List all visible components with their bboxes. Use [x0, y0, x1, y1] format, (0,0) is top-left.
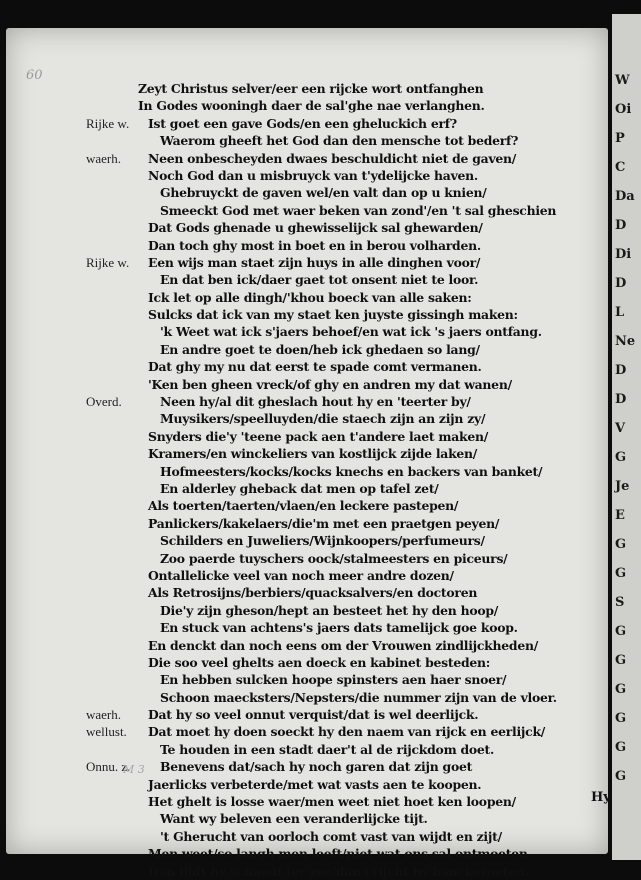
verse-line	[6, 741, 608, 758]
facing-page-fragment: G	[615, 653, 627, 668]
verse-line	[6, 480, 608, 497]
facing-page-fragment: G	[615, 769, 627, 784]
facing-page-fragment: D	[615, 392, 627, 407]
verse-line	[6, 671, 608, 688]
verse-line	[6, 758, 608, 775]
verse-line	[6, 654, 608, 671]
facing-page-fragment: V	[615, 421, 626, 436]
verse-line-text: Een wijs man staet zijn huys in alle dinghen voor/	[148, 254, 481, 270]
speaker-label: Overd.	[86, 394, 122, 410]
verse-line-text: Die'y zijn gheson/hept an besteet het hy den hoop/	[160, 602, 499, 618]
verse-line-text: Te houden in een stadt daer't al de rijckdom doet.	[160, 741, 495, 757]
speaker-label: Rijke w.	[86, 115, 130, 131]
verse-line	[6, 810, 608, 827]
verse-line-text: Zoo paerde tuyschers oock/stalmeesters en piceurs/	[160, 550, 508, 566]
facing-page-fragment: P	[615, 131, 625, 146]
verse-line-text: Dan lijdt hy schaedt ter zee/dan crijcht hy banckeroeten.	[148, 863, 529, 879]
verse-line	[6, 497, 608, 514]
verse-line-text: Jaerlicks verbeterde/met wat vasts aen te koopen.	[148, 776, 482, 792]
verse-line	[6, 532, 608, 549]
verse-line-text: Neen hy/al dit gheslach hout hy en 'teerter by/	[160, 394, 471, 410]
verse-line-text: In Godes wooningh daer de sal'ghe nae verlanghen.	[138, 98, 485, 114]
speaker-label: wellust.	[86, 724, 127, 740]
facing-page-fragment: G	[615, 740, 627, 755]
facing-page-fragment: L	[615, 305, 625, 320]
verse-line	[6, 254, 608, 271]
verse-line	[6, 80, 608, 97]
facing-page-fragment: D	[615, 218, 627, 233]
verse-line-text: 'k Weet wat ick s'jaers behoef/en wat ick 's jaers ontfang.	[160, 324, 542, 340]
facing-page-edge	[612, 14, 641, 860]
verse-line-text: Waerom gheeft het God dan den mensche tot bederf?	[160, 133, 519, 149]
verse-line-text: En alderley gheback dat men op tafel zet/	[160, 480, 439, 496]
verse-line-text: En denckt dan noch eens om der Vrouwen zindlijckheden/	[148, 637, 538, 653]
verse-line-text: En andre goet te doen/heb ick ghedaen so lang/	[160, 341, 480, 357]
verse-line	[6, 410, 608, 427]
verse-line-text: Panlickers/kakelaers/die'm met een praetgen peyen/	[148, 515, 500, 531]
facing-page-fragment: W	[615, 73, 630, 88]
verse-line-text: Het ghelt is losse waer/men weet niet hoet ken loopen/	[148, 794, 516, 810]
speaker-label: waerh.	[86, 707, 122, 723]
verse-line-text: Snyders die'y 'teene pack aen t'andere laet maken/	[148, 428, 489, 444]
verse-line	[6, 202, 608, 219]
verse-line-text: Ontallelicke veel van noch meer andre dozen/	[148, 567, 454, 583]
catchword: Hy	[591, 790, 611, 805]
verse-line-text: 't Gherucht van oorloch comt vast van wijdt en zijt/	[160, 828, 502, 844]
verse-line	[6, 637, 608, 654]
verse-line	[6, 271, 608, 288]
verse-line	[6, 723, 608, 740]
facing-page-fragment: Ne	[615, 334, 636, 349]
verse-line	[6, 602, 608, 619]
verse-line	[6, 184, 608, 201]
verse-line	[6, 167, 608, 184]
facing-page-fragment: G	[615, 537, 627, 552]
facing-page-fragment: G	[615, 624, 627, 639]
facing-page-fragment: Da	[615, 189, 635, 204]
verse-line-text: Hofmeesters/kocks/kocks knechs en backers van banket/	[160, 463, 543, 479]
verse-line	[6, 341, 608, 358]
verse-line-text: Schoon maecksters/Nepsters/die nummer zijn van de vloer.	[160, 689, 557, 705]
verse-line	[6, 793, 608, 810]
folio-number: 60	[26, 68, 43, 83]
verse-line	[6, 863, 608, 880]
verse-line-text: Benevens dat/sach hy noch garen dat zijn goet	[160, 759, 473, 775]
verse-line	[6, 463, 608, 480]
verse-line-text: Noch God dan u misbruyck van t'ydelijcke haven.	[148, 167, 478, 183]
facing-page-fragment: Je	[615, 479, 630, 494]
verse-line-text: Smeeckt God met waer beken van zond'/en 't sal gheschien	[160, 202, 557, 218]
signature-mark: M 3	[123, 763, 145, 776]
verse-line-text: Sulcks dat ick van my staet ken juyste gissingh maken:	[148, 307, 518, 323]
verse-line-text: 'Ken ben gheen vreck/of ghy en andren my dat wanen/	[148, 376, 512, 392]
book-page	[6, 28, 611, 879]
facing-page-fragment: S	[615, 595, 625, 610]
verse-line-text: Dat moet hy doen soeckt hy den naem van rijck en eerlijck/	[148, 724, 546, 740]
verse-line	[6, 619, 608, 636]
facing-page-fragment: G	[615, 566, 627, 581]
verse-line	[6, 323, 608, 340]
verse-line-text: Kramers/en winckeliers van kostlijck zijde laken/	[148, 446, 478, 462]
verse-line	[6, 515, 608, 532]
verse-text-block	[6, 80, 608, 880]
facing-page-fragment: Oi	[615, 102, 632, 117]
verse-line	[6, 376, 608, 393]
verse-line-text: Ghebruyckt de gaven wel/en valt dan op u knien/	[160, 185, 487, 201]
facing-page-fragment: D	[615, 276, 627, 291]
verse-line-text: En stuck van achtens's jaers dats tamelijck goe koop.	[160, 620, 518, 636]
speaker-label: waerh.	[86, 150, 122, 166]
verse-line-text: Ist goet een gave Gods/en een gheluckich erf?	[148, 115, 457, 131]
verse-line-text: Als toerten/taerten/vlaen/en leckere pastepen/	[148, 498, 459, 514]
verse-line	[6, 97, 608, 114]
verse-line	[6, 289, 608, 306]
verse-line-text: Dat Gods ghenade u ghewisselijck sal ghewarden/	[148, 220, 483, 236]
verse-line	[6, 115, 608, 132]
verse-line	[6, 776, 608, 793]
verse-line	[6, 828, 608, 845]
verse-line-text: Die soo veel ghelts aen doeck en kabinet besteden:	[148, 654, 491, 670]
verse-line-text: Want wy beleven een veranderlijcke tijt.	[160, 811, 428, 827]
verse-line	[6, 550, 608, 567]
verse-line-text: Men weet/so langh men leeft/niet wat ons sal ontmoeten.	[148, 846, 532, 862]
facing-page-fragment: G	[615, 682, 627, 697]
verse-line-text: Dan toch ghy most in boet en in berou volharden.	[148, 237, 481, 253]
verse-line	[6, 706, 608, 723]
verse-line	[6, 567, 608, 584]
facing-page-fragment: Di	[615, 247, 632, 262]
facing-page-fragment: C	[615, 160, 626, 175]
verse-line	[6, 584, 608, 601]
verse-line-text: En dat ben ick/daer gaet tot onsent niet te loor.	[160, 272, 479, 288]
verse-line	[6, 358, 608, 375]
verse-line	[6, 306, 608, 323]
facing-page-fragment: G	[615, 450, 627, 465]
facing-page-fragment: G	[615, 711, 627, 726]
verse-line-text: Dat hy so veel onnut verquist/dat is wel deerlijck.	[148, 707, 479, 723]
verse-line	[6, 237, 608, 254]
facing-page-fragment: D	[615, 363, 627, 378]
verse-line	[6, 150, 608, 167]
verse-line	[6, 689, 608, 706]
verse-line-text: En hebben sulcken hoope spinsters aen haer snoer/	[160, 672, 507, 688]
verse-line-text: Muysikers/speelluyden/die staech zijn an zijn zy/	[160, 411, 486, 427]
verse-line-text: Ick let op alle dingh/'khou boeck van alle saken:	[148, 289, 472, 305]
facing-page-fragment: E	[615, 508, 625, 523]
verse-line-text: Dat ghy my nu dat eerst te spade comt vermanen.	[148, 359, 482, 375]
verse-line	[6, 445, 608, 462]
verse-line-text: Schilders en Juweliers/Wijnkoopers/perfumeurs/	[160, 533, 485, 549]
verse-line	[6, 132, 608, 149]
speaker-label: Onnu. z.	[86, 759, 131, 775]
verse-line-text: Neen onbescheyden dwaes beschuldicht niet de gaven/	[148, 150, 517, 166]
verse-line	[6, 393, 608, 410]
verse-line	[6, 428, 608, 445]
verse-line	[6, 219, 608, 236]
verse-line-text: Zeyt Christus selver/eer een rijcke wort ontfanghen	[138, 81, 484, 96]
verse-line-text: Als Retrosijns/berbiers/quacksalvers/en doctoren	[148, 585, 478, 601]
speaker-label: Rijke w.	[86, 254, 130, 270]
